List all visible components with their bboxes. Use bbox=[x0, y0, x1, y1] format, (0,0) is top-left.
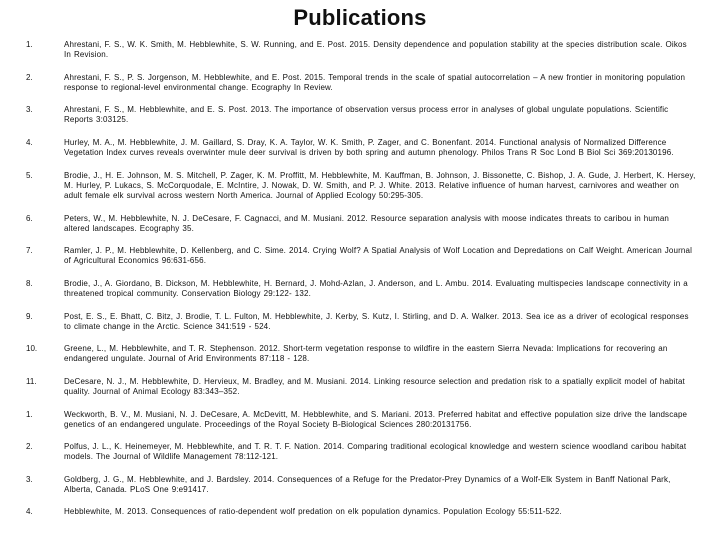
item-number: 3. bbox=[26, 475, 33, 484]
citation-text: Ramler, J. P., M. Hebblewhite, D. Kellenberg, and C. Sime. 2014. Crying Wolf? A Spatial Analysis of Wolf Location and Depredations on Calf Weight. American Journal of Agricultural Economics 96:631-656. bbox=[64, 246, 693, 265]
citation-text: DeCesare, N. J., M. Hebblewhite, D. Hervieux, M. Bradley, and M. Musiani. 2014. Linking resource selection and predation risk to a spatially explicit model of habitat quality. Journal of Animal Ecology 83:343–352. bbox=[64, 377, 685, 396]
citation-text: Hebblewhite, M. 2013. Consequences of ratio-dependent wolf predation on elk population dynamics. Population Ecology 55:511-522. bbox=[64, 507, 562, 516]
citation-text: Greene, L., M. Hebblewhite, and T. R. Stephenson. 2012. Short-term vegetation response to wildfire in the eastern Sierra Nevada: Implications for recovering an endangered ungulate. Journal of Arid Environments 87:118 - 128. bbox=[64, 344, 668, 363]
item-number: 1. bbox=[26, 410, 33, 419]
item-number: 4. bbox=[26, 507, 33, 516]
item-number: 1. bbox=[26, 40, 33, 49]
item-number: 7. bbox=[26, 246, 33, 255]
item-number: 2. bbox=[26, 442, 33, 451]
item-number: 5. bbox=[26, 171, 33, 180]
citation-text: Peters, W., M. Hebblewhite, N. J. DeCesare, F. Cagnacci, and M. Musiani. 2012. Resource separation analysis with moose indicates threats to caribou in human altered landscapes. Ecography 35. bbox=[64, 214, 670, 233]
citation-text: Post, E. S., E. Bhatt, C. Bitz, J. Brodie, T. L. Fulton, M. Hebblewhite, J. Kerby, S. Kutz, I. Stirling, and D. A. Walker. 2013. Sea ice as a driver of ecological responses to climate change in the Arctic. Science 341:519 - 524. bbox=[64, 312, 689, 331]
citation-text: Hurley, M. A., M. Hebblewhite, J. M. Gaillard, S. Dray, K. A. Taylor, W. K. Smith, P. Zager, and C. Bonenfant. 2014. Functional analysis of Normalized Difference Vegetation Index curves reveals overwinter mule deer survival is driven by both spring and autumn phenology. Philos Trans R Soc Lond B Biol Sci 369:20130196. bbox=[64, 138, 674, 157]
item-number: 3. bbox=[26, 105, 33, 114]
item-number: 4. bbox=[26, 138, 33, 147]
citation-text: Polfus, J. L., K. Heinemeyer, M. Hebblewhite, and T. R. T. F. Nation. 2014. Comparing traditional ecological knowledge and western science woodland caribou habitat models. The Journal of Wildlife Management 78:112-121. bbox=[64, 442, 687, 461]
item-number: 6. bbox=[26, 214, 33, 223]
citation-text: Brodie, J., H. E. Johnson, M. S. Mitchell, P. Zager, K. M. Proffitt, M. Hebblewhite, M. Kauffman, B. Johnson, J. Bissonette, C. Bishop, J. A. Gude, J. Herbert, K. Hersey, M. Hurley, P. Lukacs, S. McCorquodale, E. McIntire, J. Nowak, D. W. Smith, and P. J. White. 2013. Relative influence of human harvest, carnivores and weather on adult female elk survival across western North America. Journal of Applied Ecology 50:295-305. bbox=[64, 171, 696, 200]
citation-text: Ahrestani, F. S., W. K. Smith, M. Hebblewhite, S. W. Running, and E. Post. 2015. Density dependence and population stability at the species distribution scale. Oikos In Revision. bbox=[64, 40, 687, 59]
item-number: 8. bbox=[26, 279, 33, 288]
citation-text: Weckworth, B. V., M. Musiani, N. J. DeCesare, A. McDevitt, M. Hebblewhite, and S. Mariani. 2013. Preferred habitat and effective population size drive the landscape genetics of an endangered ungulate. Proceedings of the Royal Society B-Biological Sciences 280:20131756. bbox=[64, 410, 688, 429]
citation-text: Goldberg, J. G., M. Hebblewhite, and J. Bardsley. 2014. Consequences of a Refuge for the Predator-Prey Dynamics of a Wolf-Elk System in Banff National Park, Alberta, Canada. PLoS One 9:e91417. bbox=[64, 475, 671, 494]
item-number: 9. bbox=[26, 312, 33, 321]
citation-text: Brodie, J., A. Giordano, B. Dickson, M. Hebblewhite, H. Bernard, J. Mohd-Azlan, J. Anderson, and L. Ambu. 2014. Evaluating multispecies landscape connectivity in a threatened tropical community. Conservation Biology 29:122- 132. bbox=[64, 279, 688, 298]
item-number: 2. bbox=[26, 73, 33, 82]
citation-text: Ahrestani, F. S., M. Hebblewhite, and E. S. Post. 2013. The importance of observation versus process error in analyses of global ungulate populations. Scientific Reports 3:03125. bbox=[64, 105, 669, 124]
citation-text: Ahrestani, F. S., P. S. Jorgenson, M. Hebblewhite, and E. Post. 2015. Temporal trends in the scale of spatial autocorrelation – A new frontier in monitoring population response to regional-level environmental change. Ecography In Review. bbox=[64, 73, 686, 92]
item-number: 10. bbox=[26, 344, 38, 353]
page-title: Publications bbox=[293, 5, 427, 30]
item-number: 11. bbox=[26, 377, 37, 386]
